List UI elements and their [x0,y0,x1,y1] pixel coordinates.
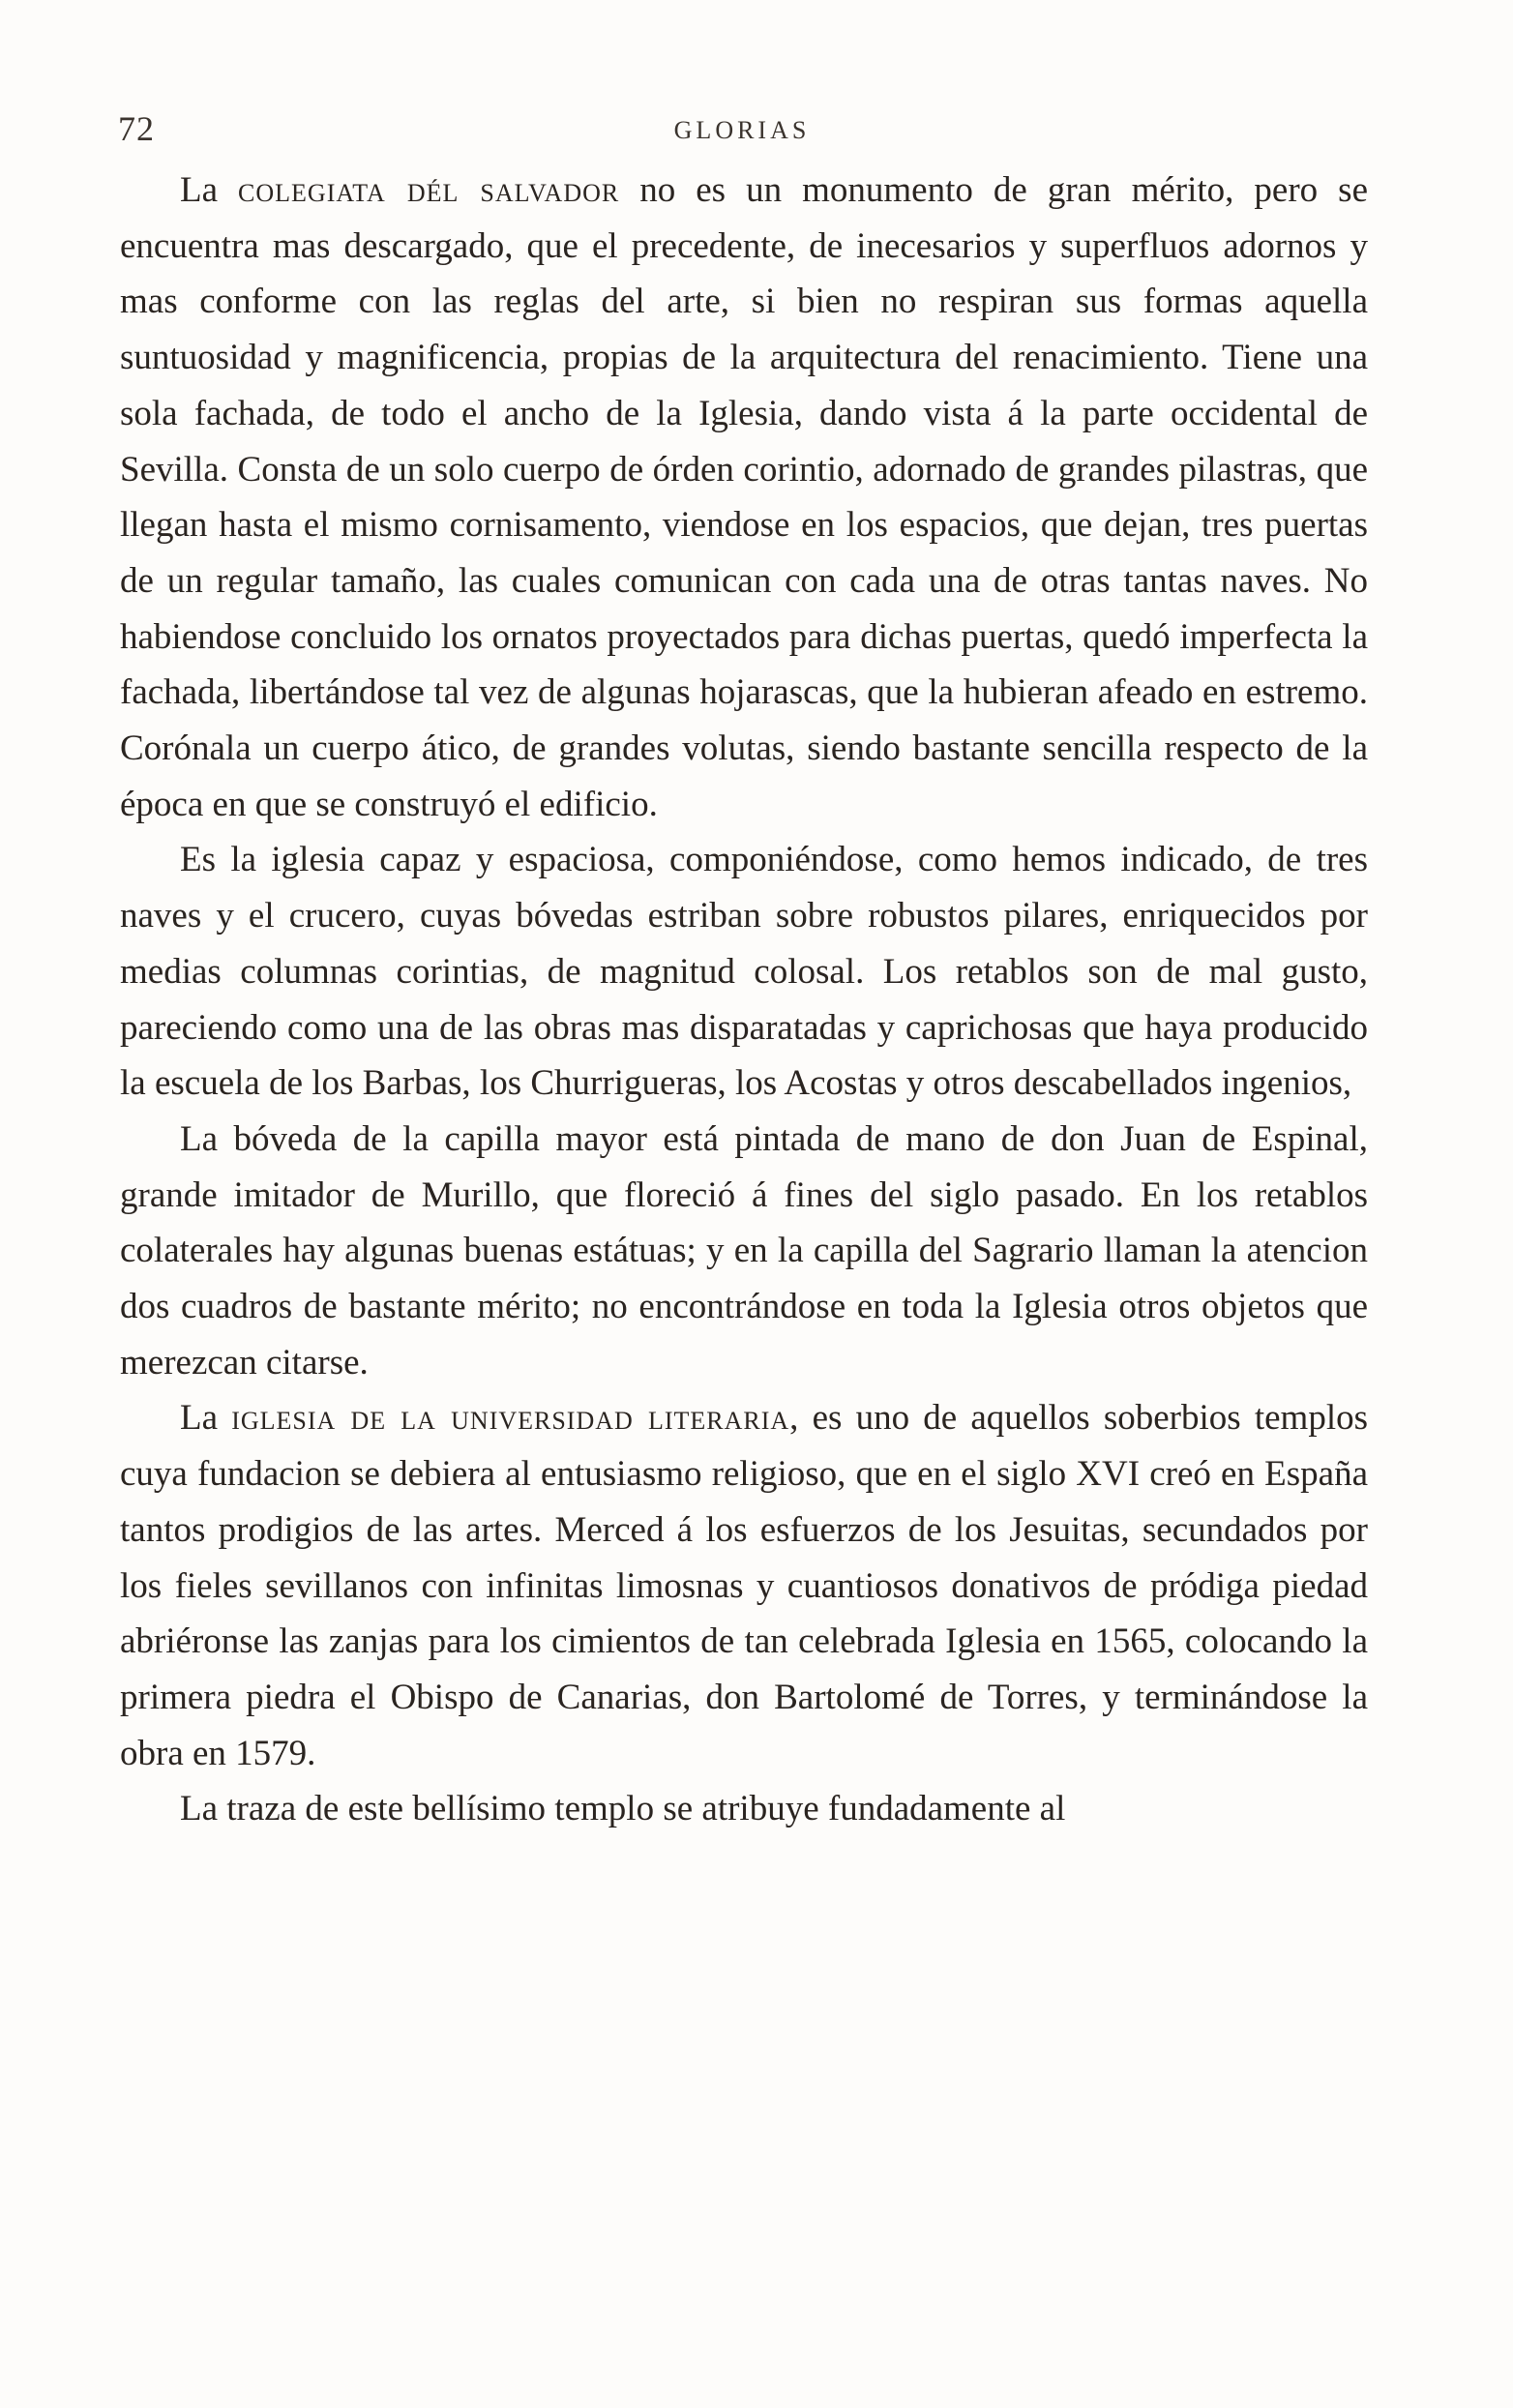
paragraph-heading-smallcaps: colegiata dél salvador [238,170,620,210]
paragraph-boveda [120,1112,1368,1391]
paragraph-text: La traza de este bellísimo templo se atribuye fundadamente al [180,1789,1066,1829]
paragraph-traza [120,1781,1368,1837]
paragraph-iglesia-interior [120,832,1368,1112]
paragraph-text: La bóveda de la capilla mayor está pintada de mano de don Juan de Espinal, grande imitador de Murillo, que floreció á fines del siglo pasado. En los retablos colaterales hay algunas buenas estátuas; y en la capilla del Sagrario llaman la atencion dos cuadros de bastante mérito; no encontrándose en toda la Iglesia otros objetos que merezcan citarse. [120,1118,1368,1382]
body-text [120,163,1368,1837]
page-number: 72 [118,109,155,148]
paragraph-text: Es la iglesia capaz y espaciosa, componiéndose, como hemos indicado, de tres naves y el crucero, cuyas bóvedas estriban sobre robustos pilares, enriquecidos por medias columnas corintias, de magnitud colosal. Los retablos son de mal gusto, pareciendo como una de las obras mas disparatadas y caprichosas que haya producido la escuela de los Barbas, los Churrigueras, los Acostas y otros descabellados ingenios, [120,840,1368,1104]
paragraph-heading-smallcaps: iglesia de la universidad literaria [231,1398,790,1439]
paragraph-colegiata [120,163,1368,832]
running-title: GLORIAS [673,116,811,144]
paragraph-universidad [120,1390,1368,1781]
running-head [118,108,1366,147]
paragraph-text: , es uno de aquellos soberbios templos cuya fundacion se debiera al entusiasmo religioso, que en el siglo XVI creó en España tantos prodigios de las artes. Merced á los esfuerzos de los Jesuitas, secundados por los fieles sevillanos con infinitas limosnas y cuantiosos donativos de pródiga piedad abriéronse las zanjas para los cimientos de tan celebrada Iglesia en 1565, colocando la primera piedra el Obispo de Canarias, don Bartolomé de Torres, y terminándose la obra en 1579. [120,1398,1368,1773]
paragraph-lead: La [180,1398,232,1439]
paragraph-text: no es un monumento de gran mérito, pero se encuentra mas descargado, que el precedente, de inecesarios y superfluos adornos y mas conforme con las reglas del arte, si bien no respiran sus formas aquella suntuosidad y magnificencia, propias de la arquitectura del renacimiento. Tiene una sola fachada, de todo el ancho de la Iglesia, dando vista á la parte occidental de Sevilla. Consta de un solo cuerpo de órden corintio, adornado de grandes pilastras, que llegan hasta el mismo cornisamento, viendose en los espacios, que dejan, tres puertas de un regular tamaño, las cuales comunican con cada una de otras tantas naves. No habiendose concluido los ornatos proyectados para dichas puertas, quedó imperfecta la fachada, libertándose tal vez de algunas hojarascas, que la hubieran afeado en estremo. Corónala un cuerpo ático, de grandes volutas, siendo bastante sencilla respecto de la época en que se construyó el edificio. [120,170,1368,824]
paragraph-lead: La [180,170,239,210]
